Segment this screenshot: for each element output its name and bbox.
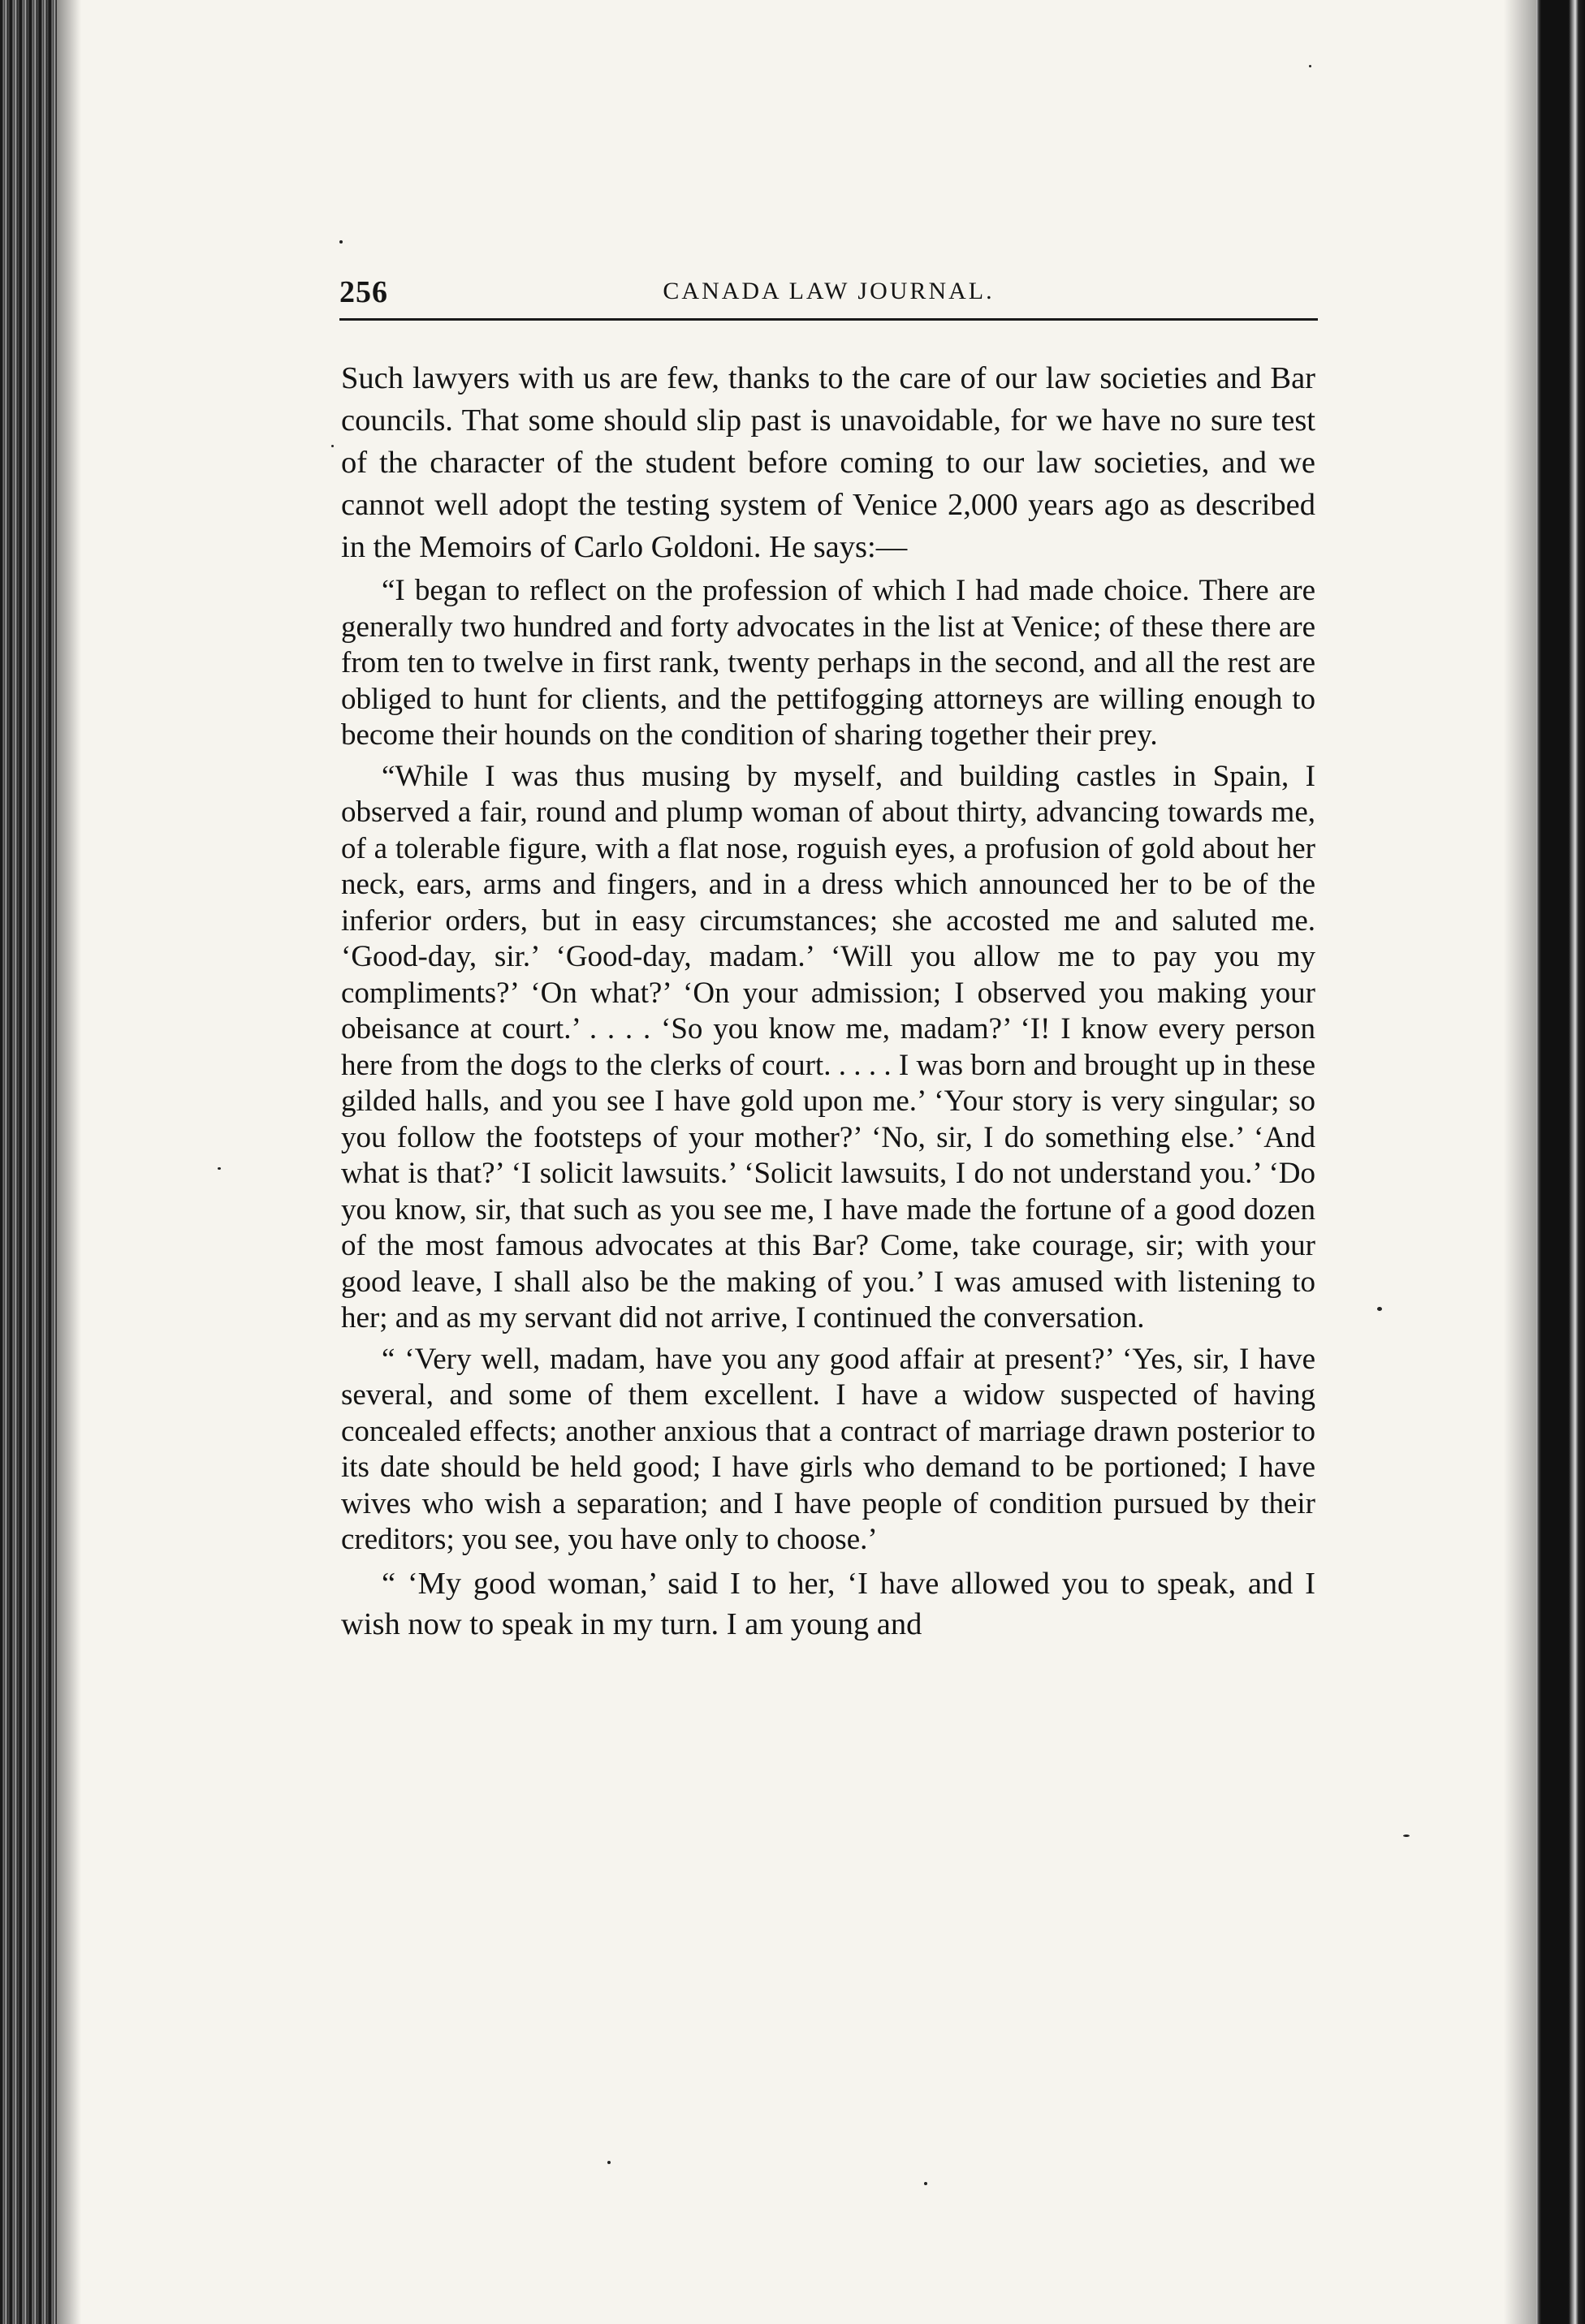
paragraph-quote-2: “While I was thus musing by myself, and building castles in Spain, I observed a fair, round and plump woman of about thirty, advancing towards me, of a tolerable figure, with a flat nose, roguish eyes, a profusion of gold about her neck, ears, arms and fingers, and in a dress which announced her to be of the inferior orders, but in easy circumstances; she accosted me and saluted me. ‘Good-day, sir.’ ‘Good-day, madam.’ ‘Will you allow me to pay you my compliments?’ ‘On what?’ ‘On your admission; I observed you making your obeisance at court.’ . . . . ‘So you know me, madam?’ ‘I! I know every person here from the dogs to the clerks of court. . . . . I was born and brought up in these gilded halls, and you see I have gold upon me.’ ‘Your story is very singular; so you follow the footsteps of your mother?’ ‘No, sir, I do something else.’ ‘And what is that?’ ‘I solicit lawsuits.’ ‘Solicit lawsuits, I do not understand you.’ ‘Do you know, sir, that such as you see me, I have made the fortune of a good dozen of the most famous advocates at this Bar? Come, take courage, sir; with your good leave, I shall also be the making of you.’ I was amused with listening to her; and as my servant did not arrive, I continued the conversation. bbox=[341, 759, 1315, 1334]
scan-speck bbox=[924, 2182, 927, 2185]
scan-speck bbox=[1403, 1835, 1410, 1837]
scan-speck bbox=[1309, 65, 1311, 67]
paragraph-quote-4: “ ‘My good woman,’ said I to her, ‘I have allowed you to speak, and I wish now to speak in my turn. I am young and bbox=[341, 1566, 1315, 1641]
scan-speck bbox=[1377, 1307, 1382, 1311]
scan-speck bbox=[331, 445, 334, 447]
body-text bbox=[341, 357, 1315, 2013]
binding-edge-left bbox=[0, 0, 57, 2324]
page-header bbox=[339, 274, 1318, 323]
binding-shadow-left bbox=[57, 0, 81, 2324]
page-number: 256 bbox=[339, 275, 388, 309]
paragraph-quote-3: “ ‘Very well, madam, have you any good affair at present?’ ‘Yes, sir, I have several, and some of them excellent. I have a widow suspected of having concealed effects; another anxious that a contract of marriage drawn posterior to its date should be held good; I have girls who demand to be portioned; I have wives who wish a separation; and I have people of condition pursued by their creditors; you see, you have only to choose.’ bbox=[341, 1342, 1315, 1556]
header-rule bbox=[339, 318, 1318, 321]
scan-speck bbox=[607, 2161, 611, 2164]
binding-edge-right bbox=[1536, 0, 1585, 2324]
paragraph-intro: Such lawyers with us are few, thanks to the care of our law societies and Bar councils. That some should slip past is unavoidable, for we have no sure test of the character of the student before coming to our law societies, and we cannot well adopt the testing system of Venice 2,000 years ago as described in the Memoirs of Carlo Goldoni. He says:— bbox=[341, 361, 1315, 564]
scan-speck bbox=[339, 240, 343, 244]
running-head: CANADA LAW JOURNAL. bbox=[663, 278, 995, 304]
scan-speck bbox=[218, 1167, 221, 1170]
binding-shadow-right bbox=[1504, 0, 1536, 2324]
paragraph-quote-1: “I began to reflect on the profession of which I had made choice. There are generally two hundred and forty advocates in the list at Venice; of these there are from ten to twelve in first rank, twenty perhaps in the second, and all the rest are obliged to hunt for clients, and the pettifogging attorneys are willing enough to become their hounds on the condition of sharing together their prey. bbox=[341, 574, 1315, 752]
